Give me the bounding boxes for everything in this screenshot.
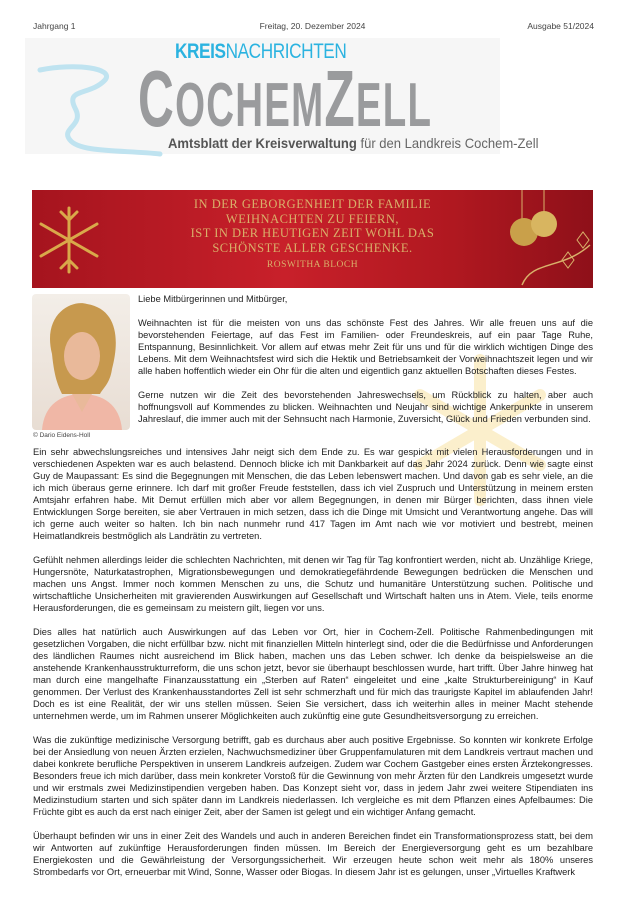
body-paragraph: Was die zukünftige medizinische Versorgung betrifft, gab es durchaus aber auch positive Ergebnisse. So konnten wir konkrete Erfolge bei der Ansiedlung von neuen Ärzten erzielen, Nachwuchsmediziner über Gruppenfamulaturen mit dem Landkreis vertraut machen und dabei konkrete berufliche Perspektiven in unserem Landkreis aufzeigen. Zudem war Cochem Gastgeber eines ersten Ärztekongresses. Besonders freue ich mich darüber, dass mein konkreter Vorstoß für die Gewinnung von mehr Ärzten für den Landkreis umgesetzt wurde und wir erstmals zwei Medizinstipendien vergeben haben. Das Konzept sieht vor, dass in jedem Jahr zwei weitere Stipendiaten ins Medizinstudium starten und sich später dann im Landkreis niederlassen. Ich vergleiche es mit dem Pflanzen eines Apfelbaumes: Die Früchte gibt es auch da erst nach einiger Zeit, aber der Samen ist gelegt und ein wichtiger Anfang gemacht. (33, 735, 593, 817)
masthead-title: COCHEMZELL (138, 54, 433, 143)
portrait-photo (32, 294, 130, 430)
masthead-kicker: KREISNACHRICHTEN (175, 40, 347, 63)
letter-greeting: Liebe Mitbürgerinnen und Mitbürger, (138, 294, 288, 304)
christmas-ornaments-icon (502, 190, 593, 288)
volume-label: Jahrgang 1 (33, 21, 76, 31)
letter-paragraph: Weihnachten ist für die meisten von uns das schönste Fest des Jahres. Wir alle freuen uns auf die bevorstehenden Feiertage, auf das Fest im Familien- oder Freundeskreis, auf ein paar Tage Ruhe, Entspannung, Besinnlichkeit. Vor allem auf etwas mehr Zeit für uns und für die wirklich wichtigen Dinge des Lebens. Mit dem Weihnachtsfest wird sich die Hektik und Betriebsamkeit der Vorweihnachtszeit legen und wir alle haben hoffentlich wieder ein Ohr für die alten und eigentlich ganz aktuellen Botschaften dieses Festes. (138, 318, 593, 376)
body-paragraph: Überhaupt befinden wir uns in einer Zeit des Wandels und auch in anderen Bereichen findet ein Transformationsprozess statt, bei dem wir Antworten auf zukünftige Herausforderungen finden müssen. Im Bereich der Energieversorgung geht es um bezahlbare Energiekosten und die Gewährleistung der Versorgungssicherheit. Wir erzeugen heute schon weit mehr als 180% unseres Strombedarfs vor Ort, erneuerbar mit Wind, Sonne, Wasser oder Biogas. In diesem Jahr ist es gelungen, unser „Virtuelles Kraftwerk (33, 831, 593, 877)
body-paragraph: Dies alles hat natürlich auch Auswirkungen auf das Leben vor Ort, hier in Cochem-Zell. Politische Rahmenbedingungen mit gesetzlichen Vorgaben, die nicht erfüllbar bzw. nicht mit finanziellen Mitteln hinterlegt sind, oder die die Bedürfnisse und Anforderungen des ländlichen Raumes nicht ausreichend im Blick haben, machen uns das Leben schwer. Ich denke da beispielsweise an die anstehende Krankenhausstrukturreform, die uns schon jetzt, bevor sie überhaupt beschlossen wurde, hart trifft. Über Jahre hinweg hat man durch eine mangelhafte Finanzausstattung ein „Sterben auf Raten“ eingeleitet und eine „kalte Strukturbereinigung“ in Kauf genommen. Der Verlust des Krankenhausstandortes Zell ist sehr schmerzhaft und für mich das traurigste Kapitel im ablaufenden Jahr! Doch es ist eine Realität, der wir uns stellen müssen. Seien Sie versichert, dass ich weiterhin alles in meiner Macht stehende unternehmen werde, um im Rahmen unserer Möglichkeiten auch zukünftig eine gute Gesundheitsversorgung zu erreichen. (33, 627, 593, 721)
issue-date: Freitag, 20. Dezember 2024 (259, 21, 366, 31)
letter-paragraph: Gerne nutzen wir die Zeit des bevorstehenden Jahreswechsels, um Rückblick zu halten, aber auch hoffnungsvoll auf Kommendes zu blicken. Weihnachten und Neujahr sind wichtige Ankerpunkte in unserem Jahreslauf, die immer auch mit der Sehnsucht nach Harmonie, Zuversicht, Glück und Frieden verbunden sind. (138, 390, 593, 424)
christmas-quote-banner (32, 190, 593, 288)
body-paragraph: Gefühlt nehmen allerdings leider die schlechten Nachrichten, mit denen wir Tag für Tag konfrontiert werden, nicht ab. Unzählige Kriege, Hungersnöte, Naturkatastrophen, Migrationsbewegungen und demokratiegefährdende Bewegungen bedrücken die Menschen und machen uns Angst. Immer noch kommen Menschen zu uns, die Schutz und humanitäre Unterstützung suchen. Politische und wirtschaftliche Unsicherheiten mit gravierenden Auswirkungen auf Gesellschaft und Wirtschaft halten uns in Atem. Viele, teils enorme Herausforderungen, die es gemeinsam zu meistern gilt, liegen vor uns. (33, 555, 593, 613)
article-body (33, 446, 593, 878)
issue-number: Ausgabe 51/2024 (527, 21, 594, 31)
letter-intro (138, 293, 593, 425)
banner-quote: IN DER GEBORGENHEIT DER FAMILIE WEIHNACHTEN ZU FEIERN, IST IN DER HEUTIGEN ZEIT WOHL DAS SCHÖNSTE ALLER GESCHENKE. ROSWITHA BLOCH (122, 197, 503, 271)
masthead-subtitle: Amtsblatt der Kreisverwaltung für den Landkreis Cochem-Zell (168, 135, 539, 151)
masthead-logo (25, 38, 539, 154)
photo-credit: © Dario Eidens-Holl (33, 432, 91, 439)
quote-author: ROSWITHA BLOCH (266, 260, 359, 270)
body-paragraph: Ein sehr abwechslungsreiches und intensives Jahr neigt sich dem Ende zu. Es war gespickt mit vielen Herausforderungen und in verschiedenen Aspekten war es auch belastend. Dennoch blicke ich mit Dankbarkeit auf das Jahr 2024 zurück. Denn wie sagte einst Guy de Maupassant: Es sind die Begegnungen mit Menschen, die das Leben lebenswert machen. Und davon gab es sehr viele, an die ich mich überaus gerne erinnere. Ich darf mit großer Freude feststellen, dass ich viel Zuspruch und Unterstützung in meinem ersten Amtsjahr erfahren habe. Mit Demut erfüllen mich aber vor allem Begegnungen, in denen mir Bürger berichten, dass ihnen viele Entwicklungen Sorge bereiten, sie aber Vertrauen in mich setzen, dass ich die Dinge mit Umsicht und Verantwortung angehe. Das will ich gerne auch weiter so halten. Ich bin nach nunmehr rund 417 Tagen im Amt nach wie vor motiviert und bestrebt, meinen Heimatlandkreis bestmöglich als Landrätin zu vertreten. (33, 447, 593, 541)
snowflake-icon (34, 200, 104, 280)
